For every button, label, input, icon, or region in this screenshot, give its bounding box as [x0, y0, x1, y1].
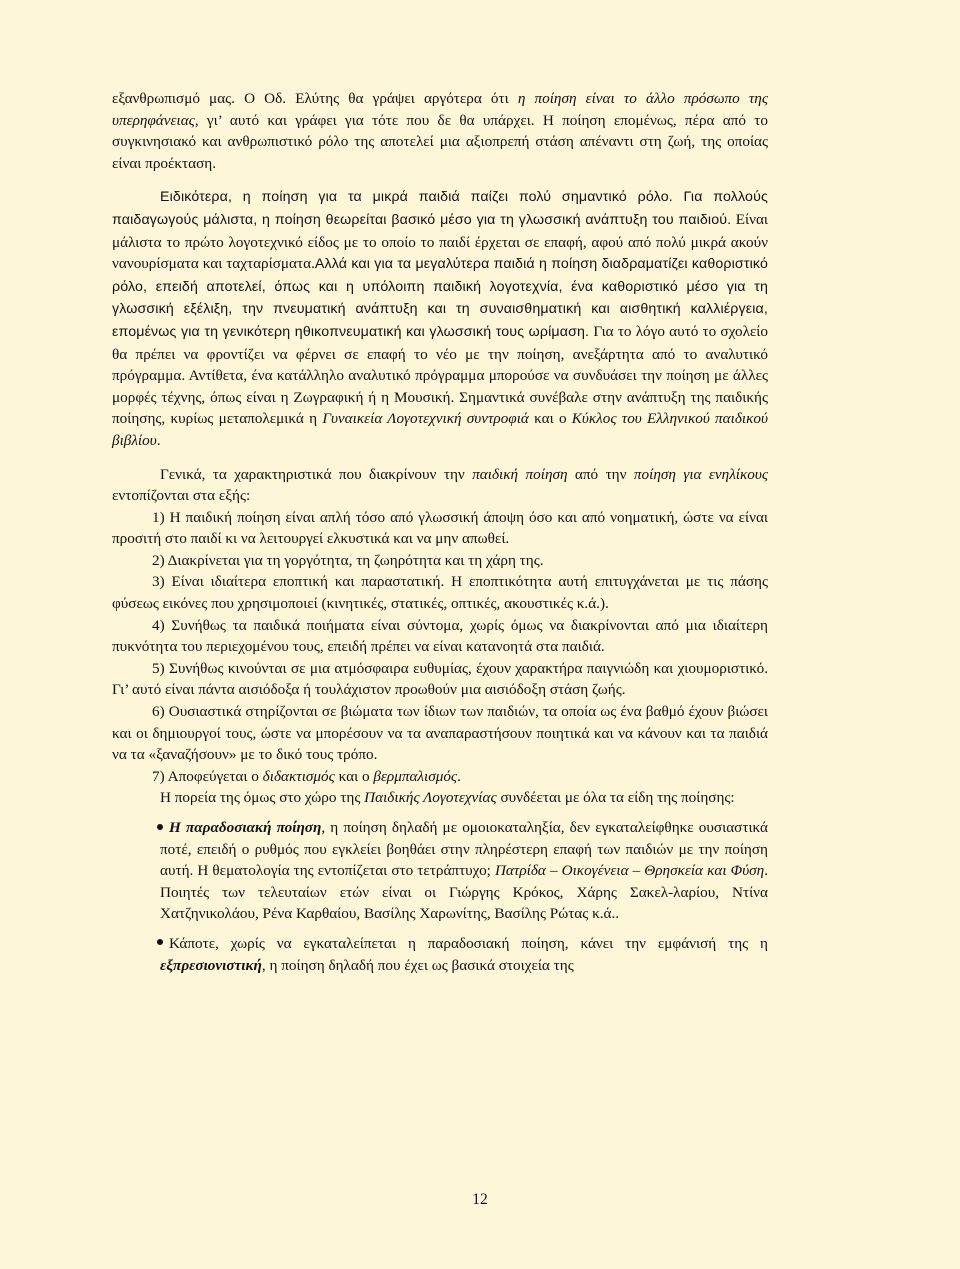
text-run: εντοπίζονται στα εξής:	[112, 487, 251, 505]
text-run: .	[156, 431, 161, 449]
paragraph-poetry-role	[112, 186, 768, 451]
text-run: εξανθρωπισμό μας. Ο Οδ. Ελύτης θα γράψει αργότερα ότι	[112, 90, 518, 107]
list-item-3: 3) Είναι ιδιαίτερα εποπτική και παραστατική. Η εποπτικότητα αυτή επιτυγχάνεται με τις πάσης φύσεως εικόνες που χρησιμοποιεί (κινητικές, στατικές, οπτικές, ακουστικές κ.ά.).	[112, 573, 768, 613]
paragraph-path	[112, 787, 768, 809]
text-run: Για το λόγο αυτό το σχολείο θα πρέπει να φροντίζει να φέρνει σε επαφή το νέο με την ποίηση, ανεξάρτητα από το αναλυτικό πρόγραμμα. Αντίθετα, ένα κατάλληλο αναλυτικό πρόγραμμα μπορούσε να συνδυάσει την ποίηση με άλλες μορφές τέχνης, όπως είναι η Ζωγραφική ή η Μουσική. Σημαντικά συνέβαλε στην ανάπτυξη της παιδικής ποίησης, κυρίως μεταπολεμικά η	[112, 322, 768, 428]
text-run: , γι’ αυτό και γράφει για τότε που δε θα υπάρχει. Η ποίηση επομένως, πέρα από το συγκινησιακό και ανθρωπιστικό ρόλο της αποτελεί μια αξιοπρεπή στάση απέναντι στη ζωή, της οποίας είναι προέκταση.	[112, 111, 768, 172]
italic-term: Παιδικής Λογοτεχνίας	[364, 789, 497, 807]
list-item-1: 1) Η παιδική ποίηση είναι απλή τόσο από γλωσσική άποψη όσο και από νοηματική, ώστε να είναι προσιτή στο παιδί κι να λειτουργεί ελκυστικά και να μην απωθεί.	[112, 508, 768, 548]
italic-title: Γυναικεία Λογοτεχνική συντροφιά	[322, 410, 529, 428]
list-item-2: 2) Διακρίνεται για τη γοργότητα, τη ζωηρότητα και τη χάρη της.	[152, 551, 544, 569]
text-run: Κάποτε, χωρίς να εγκαταλείπεται η παραδοσιακή ποίηση, κάνει την εμφάνισή της η	[169, 934, 768, 952]
bold-term: Η παραδοσιακή ποίηση	[169, 819, 322, 836]
bold-term: εξπρεσιονιστική	[160, 956, 262, 974]
italic-term: ποίηση για ενηλίκους	[633, 465, 769, 483]
paragraph-characteristics	[112, 464, 768, 507]
text-run: συνδέεται με όλα τα είδη της ποίησης:	[496, 789, 735, 807]
italic-term: παιδική ποίηση	[472, 465, 568, 483]
text-run: , η ποίηση δηλαδή που έχει ως βασικά στοιχεία της	[261, 956, 574, 974]
bullet-icon	[157, 939, 163, 945]
text-run: Γενικά, τα χαρακτηριστικά που διακρίνουν την	[160, 465, 473, 483]
italic-title: Κύκλος του Ελληνικού παιδικού βιβλίου	[112, 410, 768, 449]
text-run: από την	[567, 465, 634, 483]
text-run: .	[457, 767, 461, 785]
list-item-7	[112, 766, 768, 788]
list-item-4: 4) Συνήθως τα παιδικά ποιήματα είναι σύντομα, χωρίς όμως να διακρίνονται από μια ιδιαίτερη πυκνότητα του περιεχομένου τους, επειδή πρέπει να είναι κατανοητά στα παιδιά.	[112, 616, 768, 656]
text-run: Αλλά και για τα μεγαλύτερα παιδιά η ποίηση διαδραματίζει καθοριστικό ρόλο, επειδή αποτελεί, όπως και η υπόλοιπη παιδική λογοτεχνία, ένα καθοριστικό μέσο για τη γλωσσική εξέλιξη, την πνευματική ανάπτυξη και τη συναισθηματική και αισθητική καλλιέργεια, επομένως για τη γενικότερη ηθικοπνευματική και γλωσσική τους ωρίμαση.	[112, 256, 768, 340]
italic-term: βερμπαλισμός	[373, 767, 458, 785]
text-run: 7) Αποφεύγεται ο	[152, 767, 263, 785]
page-number: 12	[472, 1191, 488, 1208]
list-item-6: 6) Ουσιαστικά στηρίζονται σε βιώματα των ίδιων των παιδιών, τα οποία ως ένα βαθμό έχουν βιώσει και οι δημιουργοί τους, ώστε να μπορέσουν να τα αναπαραστήσουν ποιητικά και να κάνουν και τα παιδιά να τα «ξαναζήσουν» με το δικό τους τρόπο.	[112, 703, 768, 764]
bullet-traditional-poetry	[112, 817, 768, 925]
text-run: Ειδικότερα, η ποίηση για τα μικρά παιδιά παίζει πολύ σημαντικό ρόλο. Για πολλούς παιδαγωγούς μάλιστα, η ποίηση θεωρείται βασικό μέσο για τη γλωσσική ανάπτυξη του παιδιού.	[112, 189, 768, 228]
italic-term: Πατρίδα – Οικογένεια – Θρησκεία και Φύση	[494, 862, 765, 880]
paragraph-intro	[112, 88, 768, 174]
italic-term: διδακτισμός	[262, 767, 335, 785]
body-text	[112, 88, 768, 976]
text-run: και ο	[528, 410, 572, 428]
text-run: και ο	[334, 767, 374, 785]
text-run: . Ποιητές των τελευταίων ετών είναι οι Γιώργης Κρόκος, Χάρης Σακελ-λαρίου, Ντίνα Χατζηνικολάου, Ρένα Καρθαίου, Βασίλης Χαρωνίτης, Βασίλης Ρώτας κ.ά..	[160, 862, 768, 923]
text-run: Είναι μάλιστα το πρώτο λογοτεχνικό είδος με το οποίο το παιδί έρχεται σε επαφή, αφού από πολύ μικρά ακούν νανουρίσματα και ταχταρίσματα.	[112, 210, 768, 273]
bullet-icon	[157, 824, 163, 830]
text-run: , η ποίηση δηλαδή με ομοιοκαταληξία, δεν εγκαταλείφθηκε ουσιαστικά ποτέ, επειδή ο ρυθμός που εγκλείει βοηθάει στην πληρέστερη επαφή των παιδιών με την ποίηση αυτή. Η θεματολογία της εντοπίζεται στο τετράπτυχο;	[160, 819, 769, 880]
bullet-expressionist-poetry	[112, 933, 768, 976]
list-item-5: 5) Συνήθως κινούνται σε μια ατμόσφαιρα ευθυμίας, έχουν χαρακτήρα παιγνιώδη και χιουμοριστικό. Γι’ αυτό είναι πάντα αισιόδοξα ή τουλάχιστον προωθούν μια αισιόδοξη στάση ζωής.	[112, 659, 768, 699]
italic-quote: η ποίηση είναι το άλλο πρόσωπο της υπερηφάνειας	[112, 90, 768, 129]
text-run: Η πορεία της όμως στο χώρο της	[160, 789, 365, 807]
